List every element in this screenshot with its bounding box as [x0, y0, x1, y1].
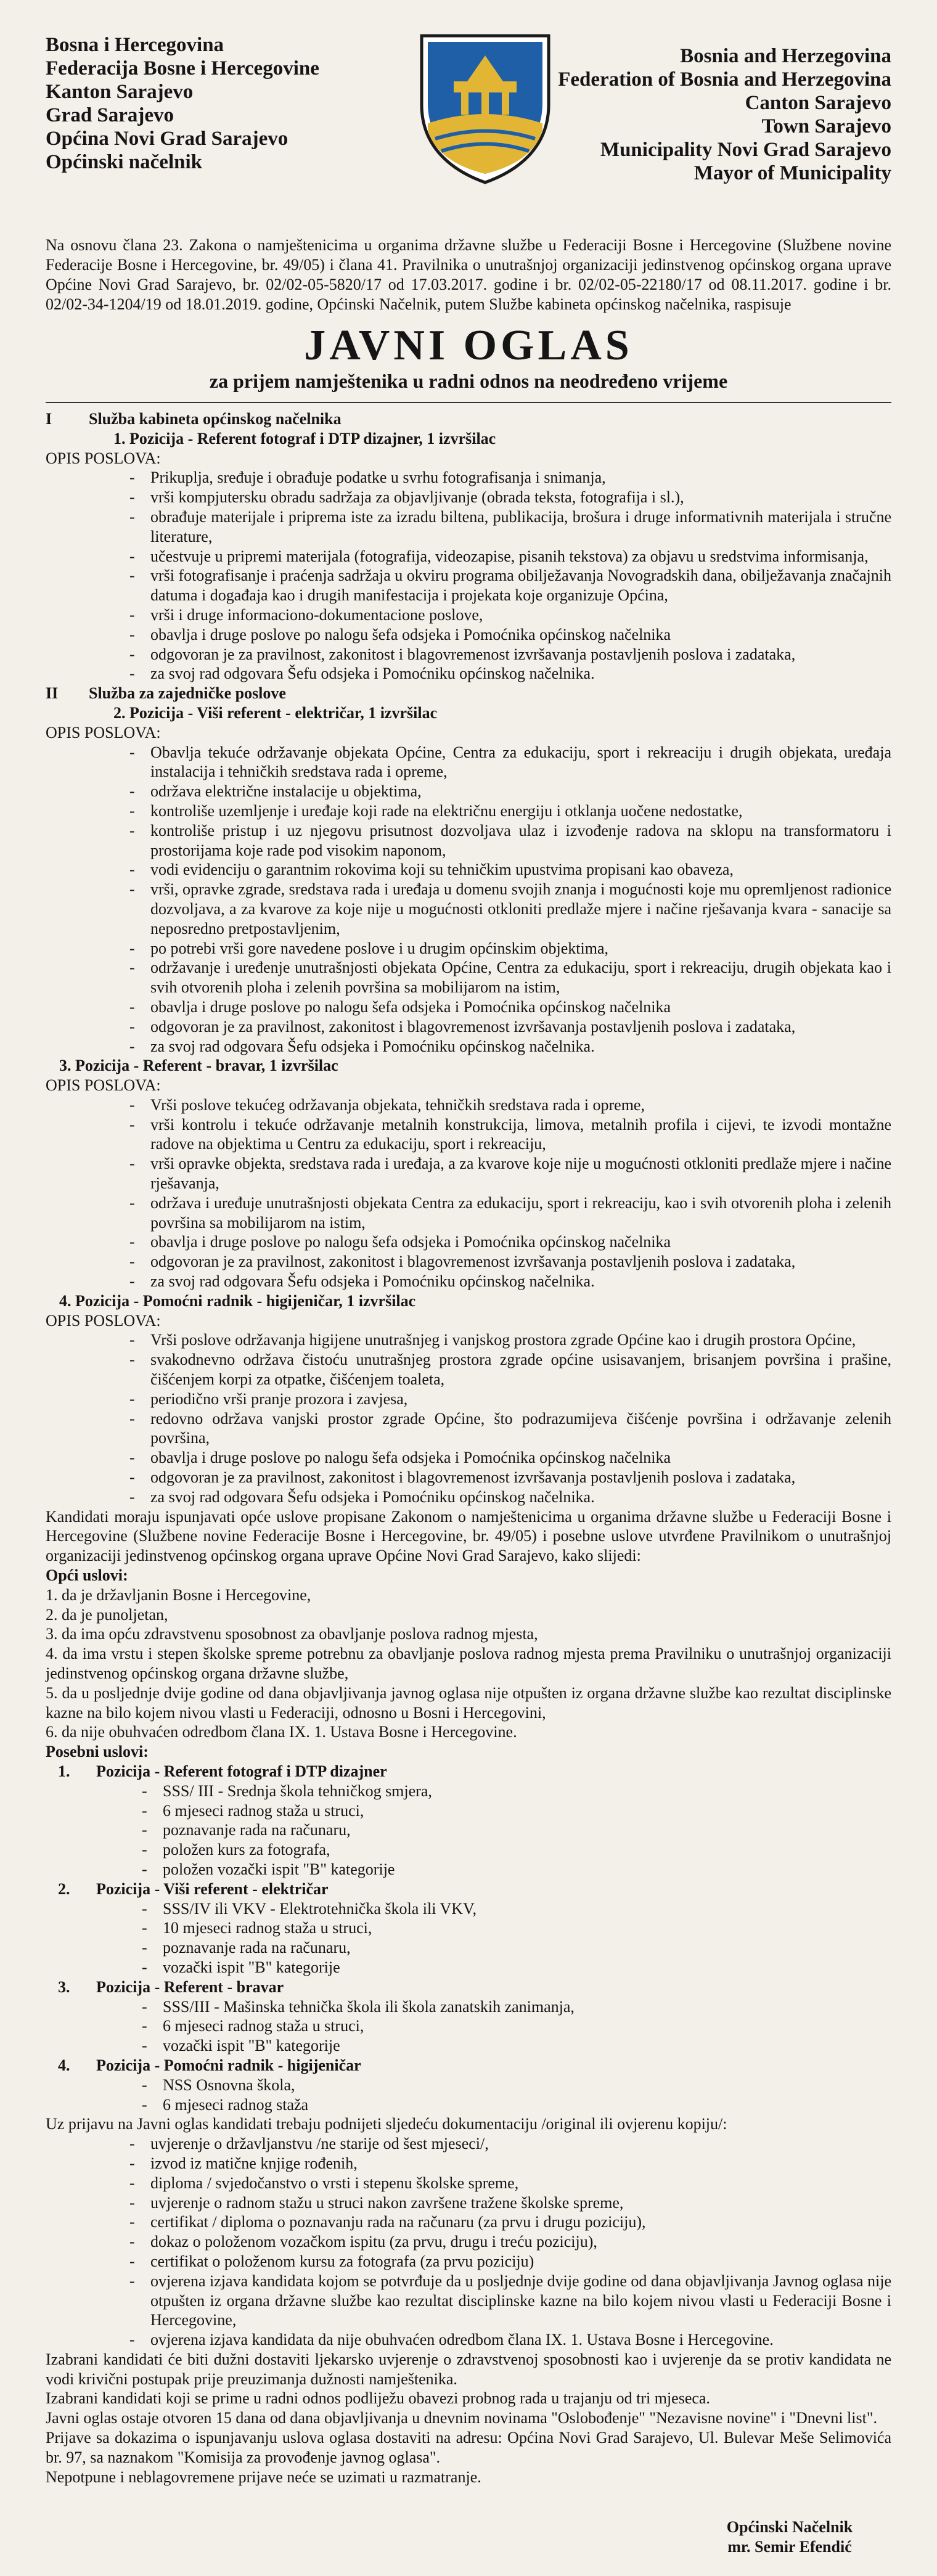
letterhead-right-line: Town Sarajevo — [761, 115, 891, 137]
duty-item: - vodi evidenciju o garantnim rokovima koji su tehničkim upustvima propisani kao obaveza, — [150, 860, 891, 880]
duty-item: - obavlja i druge poslove po nalogu šefa odsjeka i Pomoćnika općinskog načelnika — [150, 997, 891, 1017]
letterhead-left-line: Općina Novi Grad Sarajevo — [46, 128, 288, 150]
candidates-intro: Kandidati moraju ispunjavati opće uslove propisane Zakonom o namještenicima u organima državne službe u Federaciji Bosne i Hercegovine (Službene novine Federacije Bosne i Hercegovine, br. 49/05) i posebne uslove utvrđene Pravilnikom o unutrašnjoj organizaciji jedinstvenog općinskog organa uprave Općine Novi Grad Sarajevo, kako slijedi: — [46, 1507, 891, 1565]
closing-paragraphs — [46, 2350, 891, 2487]
position-title: 1. Pozicija - Referent fotograf i DTP dizajner, 1 izvršilac — [113, 429, 496, 448]
requirement-item: - NSS Osnovna škola, — [163, 2075, 891, 2095]
document-item: - ovjerena izjava kandidata da nije obuhvaćen odredbom člana IX. 1. Ustava Bosne i Hercegovine. — [150, 2330, 891, 2350]
special-position-number: 1. — [58, 1762, 70, 1780]
special-position-title: Pozicija - Referent fotograf i DTP dizajner — [96, 1762, 387, 1780]
letterhead-right-line: Canton Sarajevo — [745, 92, 891, 114]
letterhead — [46, 31, 891, 186]
letterhead-right-line: Mayor of Municipality — [694, 162, 891, 184]
special-position-title: Pozicija - Referent - bravar — [96, 1977, 284, 1996]
duty-item: - po potrebi vrši gore navedene poslove i u drugim općinskim objektima, — [150, 939, 891, 959]
requirement-item: - poznavanje rada na računaru, — [163, 1938, 891, 1958]
document-item: - certifikat / diploma o poznavanju rada na računaru (za prvu i drugu poziciju), — [150, 2212, 891, 2232]
position-title: 2. Pozicija - Viši referent - električar, 1 izvršilac — [113, 703, 438, 722]
letterhead-right-line: Municipality Novi Grad Sarajevo — [600, 139, 891, 161]
special-position-heading — [46, 1977, 891, 1997]
general-condition: 4. da ima vrstu i stepen školske spreme potrebnu za obavljanje poslova radnog mjesta prema Pravilniku o unutrašnjoj organizaciji jedinstvenog općinskog organa državne službe, — [46, 1645, 891, 1682]
notice-title: JAVNI OGLAS — [304, 322, 633, 369]
duty-item: - obavlja i druge poslove po nalogu šefa odsjeka i Pomoćnika općinskog načelnika — [150, 1232, 891, 1252]
letterhead-right-line: Federation of Bosnia and Herzegovina — [558, 68, 891, 91]
duty-item: - Vrši poslove tekućeg održavanja objekata, tehničkih sredstava rada i opreme, — [150, 1095, 891, 1115]
closing-paragraph: Nepotpune i neblagovremene prijave neće se uzimati u razmatranje. — [46, 2468, 481, 2486]
letterhead-right — [558, 44, 891, 185]
general-condition: 5. da u posljednje dvije godine od dana objavljivanja javnog oglasa nije otpušten iz organa državne službe kao rezultat disciplinske kazne na bilo kojem nivou vlasti u Federaciji, odnosno u Bosni i Hercegovini, — [46, 1683, 891, 1722]
closing-paragraph: Izabrani kandidati će biti dužni dostaviti ljekarsko uvjerenje o zdravstvenoj sposobnosti kao i uvjerenje da se protiv kandidata ne vodi krivični postupak prije preuzimanja dužnosti namještenika. — [46, 2350, 891, 2388]
duties-label: OPIS POSLOVA: — [46, 723, 161, 742]
requirement-item: - vozački ispit "B" kategorije — [163, 2036, 891, 2056]
duty-item: - obavlja i druge poslove po nalogu šefa odsjeka i Pomoćnika općinskog načelnika — [150, 625, 891, 645]
duties-list — [46, 468, 891, 684]
documents-list — [46, 2134, 891, 2350]
duty-item: - obrađuje materijale i priprema iste za izradu biltena, publikacija, brošura i druge informativnih materijala i stručne literature, — [150, 507, 891, 547]
letterhead-left-line: Općinski načelnik — [46, 151, 202, 173]
duty-item: - učestvuje u pripremi materijala (fotografija, videozapise, pisanih tekstova) za objavu u sredstvima informisanja, — [150, 547, 891, 566]
duties-list — [46, 1095, 891, 1291]
requirement-item: - 6 mjeseci radnog staža u struci, — [163, 1801, 891, 1821]
special-position-heading — [46, 1762, 891, 1781]
letterhead-left — [46, 33, 319, 174]
signature-name: mr. Semir Efendić — [727, 2538, 852, 2556]
duty-item: - održavanje i uređenje unutrašnjosti objekata Općine, Centra za edukaciju, sport i rekreaciju, drugih objekata kao i svih otvorenih ploha i zelenih površina sa mobilijarom na istim, — [150, 958, 891, 997]
requirements-list — [46, 1899, 891, 1977]
documents-intro: Uz prijavu na Javni oglas kandidati trebaju podnijeti sljedeću dokumentaciju /original ili ovjerenu kopiju/: — [46, 2115, 727, 2133]
duty-item: - obavlja i druge poslove po nalogu šefa odsjeka i Pomoćnika općinskog načelnika — [150, 1448, 891, 1468]
letterhead-left-line: Grad Sarajevo — [46, 104, 174, 126]
positions-section — [46, 409, 891, 1507]
general-condition: 1. da je državljanin Bosne i Hercegovine, — [46, 1585, 311, 1604]
position-title: 4. Pozicija - Pomoćni radnik - higijeničar, 1 izvršilac — [59, 1291, 416, 1310]
section-number: I — [46, 410, 52, 428]
duty-item: - vrši fotografisanje i praćenja sadržaja u okviru programa obilježavanja Novogradskih dana, obilježavanja značajnih datuma i događaja kao i drugih manifestacija i projekata koje organizuje Općina, — [150, 566, 891, 605]
requirement-item: - vozački ispit "B" kategorije — [163, 1958, 891, 1977]
document-item: - uvjerenje o radnom stažu u struci nakon završene tražene školske spreme, — [150, 2193, 891, 2213]
letterhead-left-line: Kanton Sarajevo — [46, 81, 194, 103]
section-title: Služba kabineta općinskog načelnika — [89, 410, 342, 428]
requirement-item: - SSS/ III - Srednja škola tehničkog smjera, — [163, 1781, 891, 1801]
document-item: - ovjerena izjava kandidata kojom se potvrđuje da u posljednje dvije godine od dana objavljivanja Javnog oglasa nije otpušten iz organa državne službe kao rezultat disciplinske kazne na bilo kojem nivou vlasti u Federaciji Bosne i Hercegovine, — [150, 2271, 891, 2330]
duty-item: - kontroliše uzemljenje i uređaje koji rade na električnu energiju i otklanja uočene nedostatke, — [150, 801, 891, 821]
requirement-item: - 6 mjeseci radnog staža u struci, — [163, 2016, 891, 2036]
duty-item: - vrši opravke objekta, sredstava rada i uređaja, a za kvarove koje nije u mogućnosti otkloniti predlaže mjere i načine rješavanja, — [150, 1154, 891, 1193]
duties-label: OPIS POSLOVA: — [46, 449, 161, 467]
requirements-list — [46, 1997, 891, 2056]
general-condition: 3. da ima opću zdravstvenu sposobnost za obavljanje poslova radnog mjesta, — [46, 1625, 538, 1643]
signature-title: Općinski Načelnik — [726, 2518, 853, 2537]
duty-item: - održava i uređuje unutrašnjosti objekata Centra za edukaciju, sport i rekreaciju, kao i svih otvorenih ploha i zelenih površina sa mobilijarom na istim, — [150, 1193, 891, 1233]
requirement-item: - 10 mjeseci radnog staža u struci, — [163, 1918, 891, 1938]
closing-paragraph: Prijave sa dokazima o ispunjavanju uslova oglasa dostaviti na adresu: Općina Novi Grad Sarajevo, Ul. Bulevar Meše Selimovića br. 97, sa naznakom "Komisija za provođenje javnog oglasa". — [46, 2429, 891, 2466]
general-condition: 2. da je punoljetan, — [46, 1605, 168, 1624]
duty-item: - vrši, opravke zgrade, sredstava rada i uređaja u domenu svojih znanja i mogućnosti koje mu opremljenost radionice dozvoljava, a za kvarove za koje nije u mogućnosti otkloniti predlaže mjere i načine rješavanja kvara - sanacije sa neposredno pretpostavljenim, — [150, 880, 891, 938]
special-position-heading — [46, 1879, 891, 1899]
duty-item: - Obavlja tekuće održavanje objekata Općine, Centra za edukaciju, sport i rekreaciju i drugih objekata, uređaja instalacija i tehničkih sredstava rada i opreme, — [150, 743, 891, 782]
document-item: - diploma / svjedočanstvo o vrsti i stepenu školske spreme, — [150, 2173, 891, 2193]
special-conditions-title: Posebni uslovi: — [46, 1743, 149, 1761]
coat-of-arms-icon — [417, 31, 554, 185]
duty-item: - odgovoran je za pravilnost, zakonitost i blagovremenost izvršavanja postavljenih poslova i zadataka, — [150, 1468, 891, 1487]
section-title: Služba za zajedničke poslove — [89, 684, 286, 703]
duty-item: - kontroliše pristup i uz njegovu prisutnost dozvoljava ulaz i izvođenje radova na sklopu na transformatoru i prostorijama koje rade pod visokim naponom, — [150, 821, 891, 861]
general-condition: 6. da nije obuhvaćen odredbom člana IX. 1. Ustava Bosne i Hercegovine. — [46, 1723, 517, 1741]
position-title: 3. Pozicija - Referent - bravar, 1 izvršilac — [59, 1057, 338, 1075]
duty-item: - za svoj rad odgovara Šefu odsjeka i Pomoćniku općinskog načelnika. — [150, 1487, 891, 1507]
notice-body — [46, 409, 891, 2487]
section-heading — [46, 409, 891, 429]
requirements-list — [46, 1781, 891, 1879]
special-position-number: 3. — [58, 1977, 70, 1996]
document-item: - izvod iz matične knjige rođenih, — [150, 2154, 891, 2173]
general-conditions-list — [46, 1585, 891, 1742]
requirement-item: - položen kurs za fotografa, — [163, 1840, 891, 1860]
intro-paragraph: Na osnovu člana 23. Zakona o namještenicima u organima državne službe u Federaciji Bosne i Hercegovine (Službene novine Federacije Bosne i Hercegovine, br. 49/05) i člana 41. Pravilnika o unutrašnjoj organizaciji jedinstvenog općinskog organa uprave Općine Novi Grad Sarajevo, br. 02/02-05-5820/17 od 17.03.2017. godine i br. 02/02-05-22180/17 od 08.11.2017. godine i br. 02/02-34-1204/19 od 18.01.2019. godine, Općinski Načelnik, putem Službe kabineta općinskog načelnika, raspisuje — [46, 236, 891, 313]
letterhead-left-line: Bosna i Hercegovina — [46, 34, 224, 56]
notice-subtitle: za prijem namještenika u radni odnos na neodređeno vrijeme — [209, 370, 728, 392]
requirement-item: - SSS/IV ili VKV - Elektrotehnička škola ili VKV, — [163, 1899, 891, 1919]
duty-item: - Prikuplja, sređuje i obrađuje podatke u svrhu fotografisanja i snimanja, — [150, 468, 891, 488]
requirement-item: - poznavanje rada na računaru, — [163, 1820, 891, 1840]
duties-list — [46, 1330, 891, 1507]
document-item: - certifikat o položenom kursu za fotografa (za prvu poziciju) — [150, 2252, 891, 2271]
duty-item: - periodično vrši pranje prozora i zavjesa, — [150, 1389, 891, 1409]
duty-item: - Vrši poslove održavanja higijene unutrašnjeg i vanjskog prostora zgrade Općine kao i drugih prostora Općine, — [150, 1330, 891, 1350]
duty-item: - vrši i druge informaciono-dokumentacione poslove, — [150, 605, 891, 625]
duty-item: - vrši kontrolu i tekuće održavanje metalnih konstrukcija, limova, metalnih profila i cijevi, te izvodi montažne radove na objektima u Centru za edukaciju, sport i rekreaciju, — [150, 1115, 891, 1155]
duty-item: - odgovoran je za pravilnost, zakonitost i blagovremenost izvršavanja postavljenih poslova i zadataka, — [150, 645, 891, 664]
closing-paragraph: Javni oglas ostaje otvoren 15 dana od dana objavljivanja u dnevnim novinama "Oslobođenje" "Nezavisne novine" i "Dnevni list". — [46, 2409, 877, 2427]
duty-item: - vrši kompjutersku obradu sadržaja za objavljivanje (obrada teksta, fotografija i sl.), — [150, 488, 891, 507]
duty-item: - odgovoran je za pravilnost, zakonitost i blagovremenost izvršavanja postavljenih poslova i zadataka, — [150, 1252, 891, 1272]
section-heading — [46, 684, 891, 703]
duty-item: - odgovoran je za pravilnost, zakonitost i blagovremenost izvršavanja postavljenih poslova i zadataka, — [150, 1017, 891, 1037]
special-position-number: 4. — [58, 2056, 70, 2074]
special-position-number: 2. — [58, 1879, 70, 1898]
duty-item: - za svoj rad odgovara Šefu odsjeka i Pomoćniku općinskog načelnika. — [150, 1037, 891, 1057]
document-item: - dokaz o položenom vozačkom ispitu (za prvu, drugu i treću poziciju), — [150, 2232, 891, 2252]
special-position-title: Pozicija - Viši referent - električar — [96, 1879, 329, 1898]
requirement-item: - položen vozački ispit "B" kategorije — [163, 1860, 891, 1879]
duty-item: - redovno održava vanjski prostor zgrade Općine, što podrazumijeva čišćenje površina i održavanje zelenih površina, — [150, 1409, 891, 1449]
requirements-list — [46, 2075, 891, 2115]
section-number: II — [46, 684, 59, 703]
requirement-item: - SSS/III - Mašinska tehnička škola ili škola zanatskih zanimanja, — [163, 1997, 891, 2017]
closing-paragraph: Izabrani kandidati koji se prime u radni odnos podliježu obavezi probnog rada u trajanju od tri mjeseca. — [46, 2389, 710, 2408]
requirement-item: - 6 mjeseci radnog staža — [163, 2095, 891, 2115]
general-conditions-title: Opći uslovi: — [46, 1566, 128, 1585]
duty-item: - održava električne instalacije u objektima, — [150, 782, 891, 801]
duties-label: OPIS POSLOVA: — [46, 1311, 161, 1330]
duties-label: OPIS POSLOVA: — [46, 1076, 161, 1095]
special-conditions-list — [46, 1762, 891, 2114]
special-position-heading — [46, 2056, 891, 2075]
special-position-title: Pozicija - Pomoćni radnik - higijeničar — [96, 2056, 361, 2074]
document-item: - uvjerenje o državljanstvu /ne starije od šest mjeseci/, — [150, 2134, 891, 2154]
duty-item: - svakodnevno održava čistoću unutrašnjeg prostora zgrade općine usisavanjem, brisanjem površina i prašine, čišćenjem korpi za otpatke, čišćenjem toaleta, — [150, 1350, 891, 1389]
duties-list — [46, 743, 891, 1057]
duty-item: - za svoj rad odgovara Šefu odsjeka i Pomoćniku općinskog načelnika. — [150, 1272, 891, 1291]
letterhead-left-line: Federacija Bosne i Hercegovine — [46, 57, 319, 80]
duty-item: - za svoj rad odgovara Šefu odsjeka i Pomoćniku općinskog načelnika. — [150, 664, 891, 684]
divider — [46, 402, 891, 403]
letterhead-right-line: Bosnia and Herzegovina — [680, 45, 891, 67]
signature-block — [46, 2517, 891, 2557]
